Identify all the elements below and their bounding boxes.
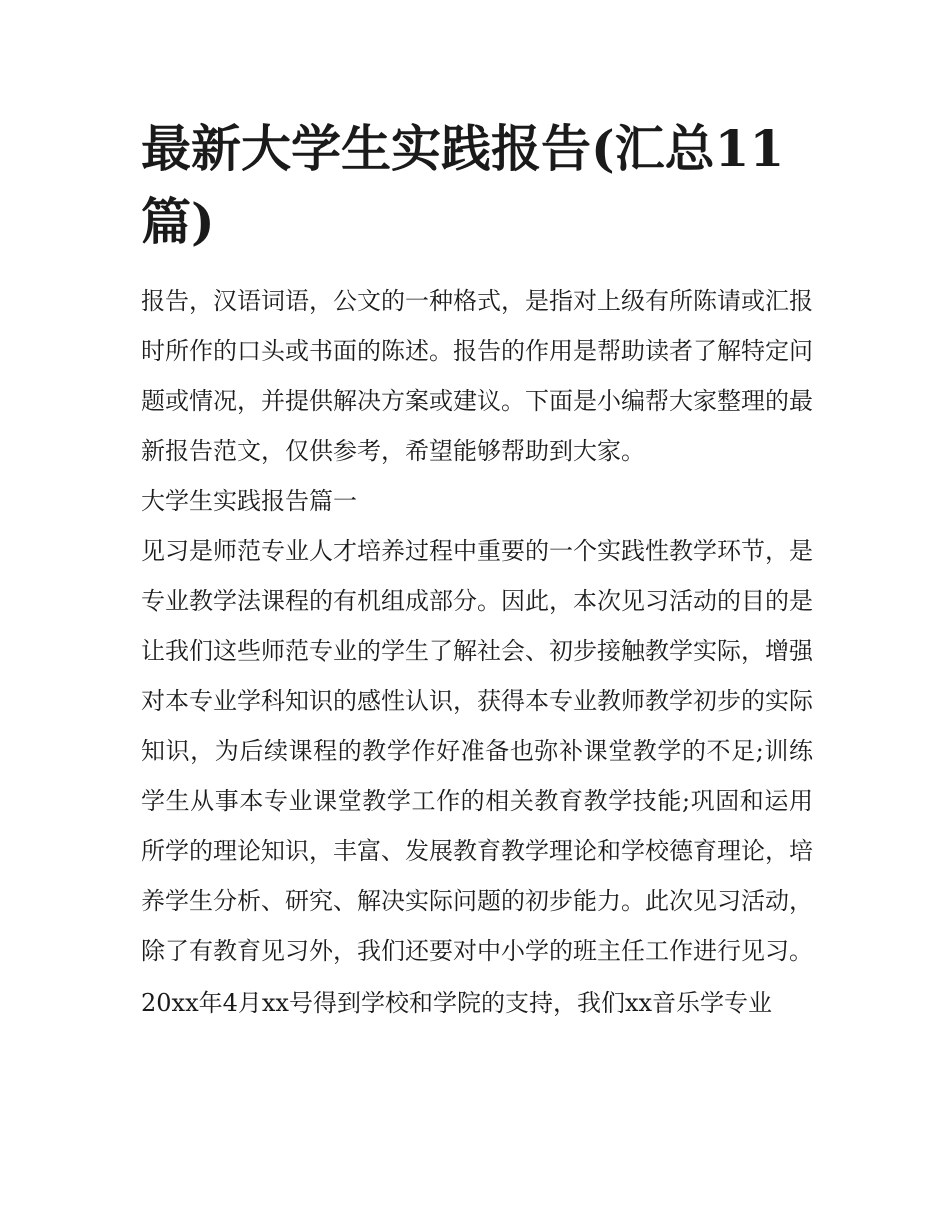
intro-paragraph: 报告，汉语词语，公文的一种格式，是指对上级有所陈请或汇报时所作的口头或书面的陈述。报告的作用是帮助读者了解特定问题或情况，并提供解决方案或建议。下面是小编帮大家整理的最新报告范文，仅供参考，希望能够帮助到大家。 — [141, 287, 813, 465]
section-heading: 大学生实践报告篇一 — [141, 487, 357, 515]
body-paragraph: 见习是师范专业人才培养过程中重要的一个实践性教学环节，是专业教学法课程的有机组成部分。因此，本次见习活动的目的是让我们这些师范专业的学生了解社会、初步接触教学实际，增强对本专业学科知识的感性认识，获得本专业教师教学初步的实际知识，为后续课程的教学作好准备也弥补课堂教学的不足;训练学生从事本专业课堂教学工作的相关教育教学技能;巩固和运用所学的理论知识，丰富、发展教育教学理论和学校德育理论，培养学生分析、研究、解决实际问题的初步能力。此次见习活动，除了有教育见习外，我们还要对中小学的班主任工作进行见习。 — [141, 537, 813, 965]
document-page — [141, 112, 813, 1028]
document-title: 最新大学生实践报告(汇总11篇) — [141, 119, 785, 251]
body-paragraph: 20xx年4月xx号得到学校和学院的支持，我们xx音乐学专业 — [141, 989, 773, 1017]
